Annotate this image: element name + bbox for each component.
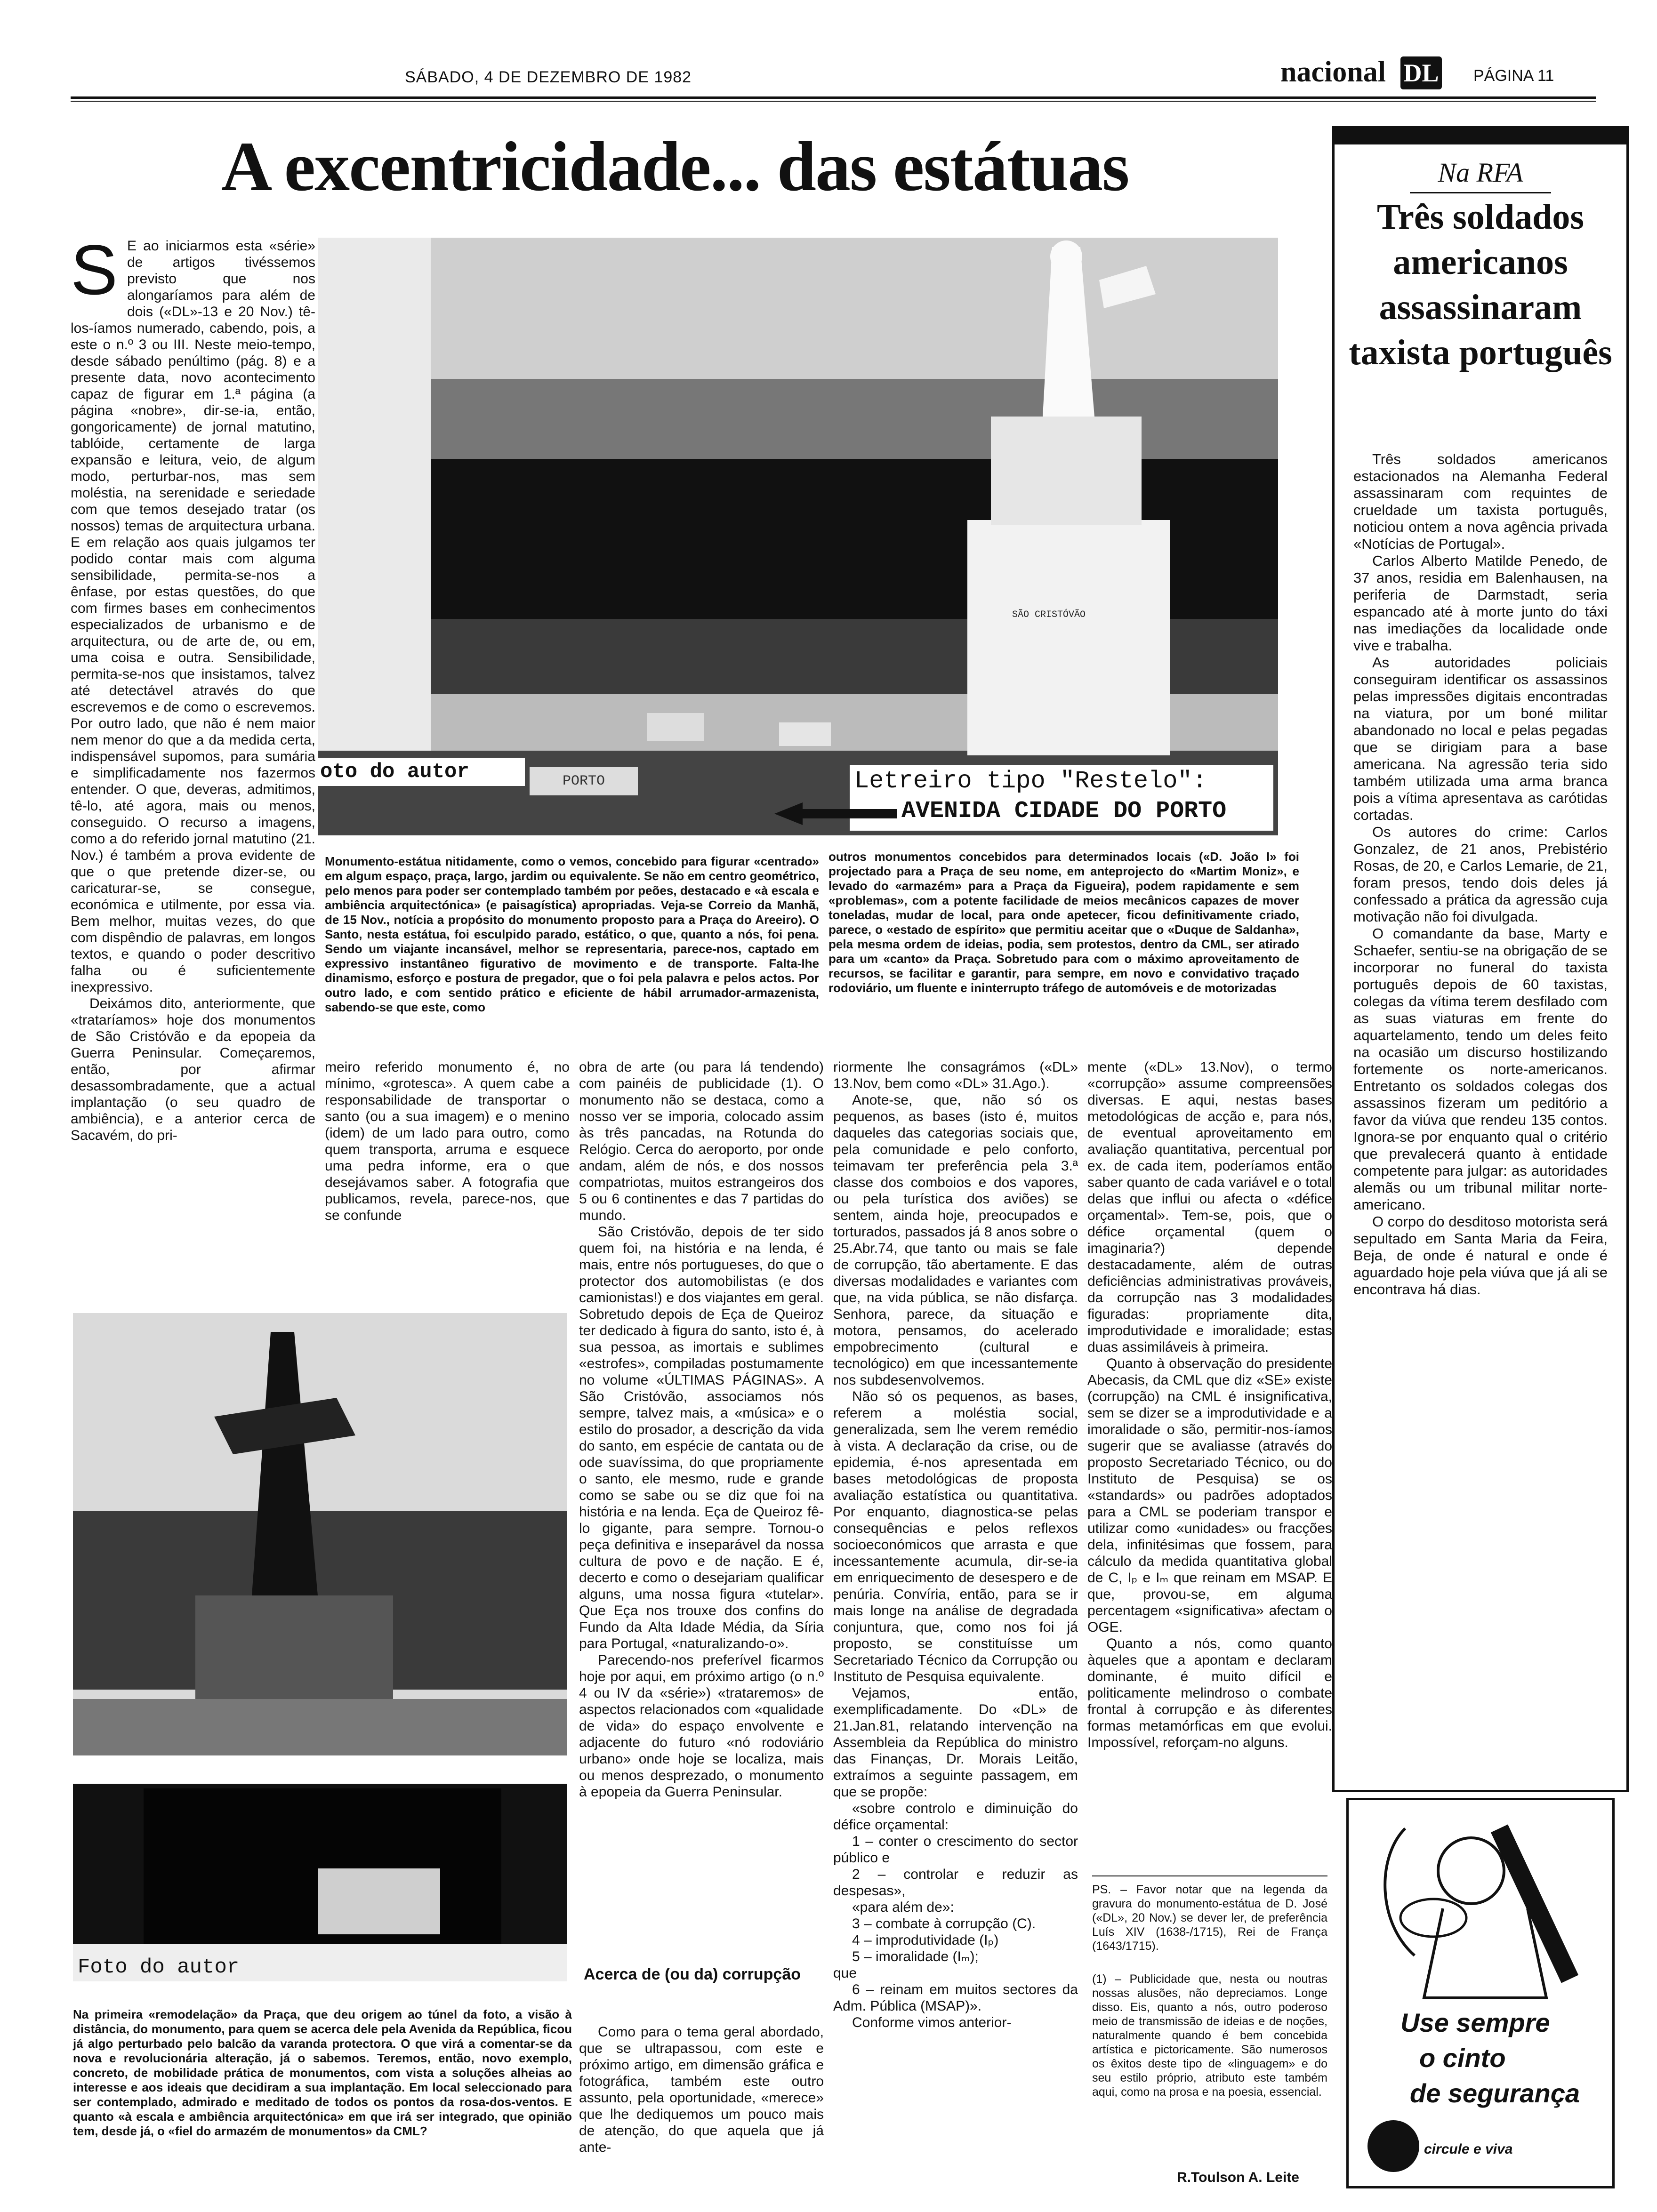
column-4-paragraph-3: Não só os pequenos, as bases, referem a moléstia social, generalizada, sem lhe verem remédio à vista. A declaração da crise, ou de epidemia, é-nos apresentada em bases metodológicas de proposta avaliação estatística ou quantitativa. Por enquanto, diagnostica-se pelas consequências e pelos reflexos socioeconómicos que arrasta e que incessantemente acumula, dir-se-ia em enriquecimento de desespero e de penúria. Convíria, então, para se ir mais longe na análise de degradada conjuntura, que, como nos foi já proposto, se constituísse um Secretariado Técnico da Corrupção ou Instituto de Pesquisa equivalente. xyxy=(833,1389,1078,1684)
newspaper-logo-icon: DL xyxy=(1400,56,1442,89)
column-4 xyxy=(833,1059,1078,2193)
header-rule-thin xyxy=(71,101,1596,102)
column-3-paragraph-4: Como para o tema geral abordado, que se ultrapassou, com este e próximo artigo, em dimensão gráfica e fotográfica, também este outro assunto, pela oportunidade, «merece» que lhe dediquemos um pouco mais de atenção, do que aquela que já ante- xyxy=(579,2024,824,2155)
sidebar-headline: Três soldados americanos assassinaram taxista português xyxy=(1349,197,1612,372)
column-4-list-item-4: 4 – improdutividade (Iₚ) xyxy=(852,1932,999,1948)
issue-date: SÁBADO, 4 DE DEZEMBRO DE 1982 xyxy=(405,68,692,86)
column-4-list-intro-2: «para além de»: xyxy=(852,1899,954,1915)
photo-sign-caption: Letreiro tipo "Restelo": xyxy=(854,767,1207,795)
column-4-list-intro: «sobre controlo e diminuição do défice orçamental: xyxy=(833,1801,1078,1833)
seatbelt-ad xyxy=(1346,1798,1615,2188)
column-3-paragraph-1: obra de arte (ou para lá tendendo) com painéis de publicidade (1). O monumento não se destaca, como a nosso ver se imporia, colocado assim às três pancadas, na Rotunda do Relógio. Cerca do aeroporto, por onde andam, além de nós, e dos nossos compatriotas, muitos estrangeiros dos 5 ou 6 continentes e das 7 partidas do mundo. xyxy=(579,1059,824,1223)
sidebar-paragraph-5: O comandante da base, Marty e Schaefer, sentiu-se na obrigação de se incorporar no funeral do taxista português depois de 60 taxistas, colegas da vítima terem desfilado com as suas viaturas em frente do aquartelamento, tendo um deles feito na ocasião um discurso hostilizando fortemente os norte-americanos. Entretanto os soldados colegas dos assassinos fizeram um peditório a favor da viúva que rendeu 135 contos. Ignora-se por enquanto qual o critério que prevalecerá quanto à entidade competente para julgar: as autoridades alemãs ou um tribunal militar norte-americano. xyxy=(1353,925,1608,1213)
ad-line-1: Use sempre xyxy=(1400,2008,1550,2037)
author-byline: R.Toulson A. Leite xyxy=(1177,2170,1299,2185)
column-2 xyxy=(325,1059,570,1266)
photo-1-credit: oto do autor xyxy=(320,760,469,784)
column-4-paragraph-4: Vejamos, então, exemplificadamente. Do «DL» de 21.Jan.81, relatando intervenção na Assembleia da República do ministro das Finanças, Dr. Morais Leitão, extraímos a seguinte passagem, em que se propõe: xyxy=(833,1685,1078,1800)
porto-sign: PORTO xyxy=(530,767,638,795)
subheading-corrupcao: Acerca de (ou da) corrupção xyxy=(584,1965,801,1983)
brand-logo-icon xyxy=(1367,2120,1419,2172)
sidebar-paragraph-1: Três soldados americanos estacionados na Alemanha Federal assassinaram com requintes de crueldade um taxista português, noticiou ontem a nova agência privada «Notícias de Portugal». xyxy=(1353,451,1608,552)
column-3-paragraph-2: São Cristóvão, depois de ter sido quem foi, na história e na lenda, é mais, entre nós portugueses, do que o protector dos automobilistas (e dos camionistas!) e dos viajantes em geral. Sobretudo depois de Eça de Queiroz ter dedicado à figura do santo, isto é, à sua pessoa, as imortais e sublimes «estrofes», compiladas postumamente no volume «ÚLTIMAS PÁGINAS». A São Cristóvão, associamos nós sempre, talvez mais, a «música» e o estilo do prosador, a descrição da vida do santo, em espécie de cantata ou de ode suavíssima, do que propriamente o santo, ele mesmo, rude e grande como se sabe ou se diz que foi na história e na lenda. Eça de Queiroz fê-lo gigante, para sempre. Tornou-o peça definitiva e inseparável da nossa cultura de povo e de nação. E é, decerto e como o desejariam qualificar alguns, uma nossa figura «tutelar». Que Eça nos trouxe dos confins do Fundo da Alta Idade Média, da Síria para Portugal, «naturalizando-o». xyxy=(579,1224,824,1651)
column-1-paragraph-2: Deixámos dito, anteriormente, que «trataríamos» hoje dos monumentos de São Cristóvão e da epopeia da Guerra Peninsular. Começaremos, então, por afirmar desassombradamente, que a actual implantação (o seu quadro de ambiência), e a anterior cerca de Sacavém, do pri- xyxy=(71,996,315,1143)
column-4-paragraph-1: riormente lhe consagrámos («DL» 13.Nov, bem como «DL» 31.Ago.). xyxy=(833,1059,1078,1091)
photo-sao-cristovao xyxy=(318,238,1278,835)
column-5-paragraph-2: Quanto à observação do presidente Abecasis, da CML que diz «SE» existe (corrupção) na CML é insignificativa, sem se dizer se a improdutividade e a imoralidade o são, permitir-nos-íamos sugerir que se avaliasse (através do proposto Secretariado Técnico, ou do Instituto de Pesquisa) se os «standards» ou padrões adoptados para a CML se poderiam transpor e utilizar como «unidades» ou fracções dela, infinitésimas que fossem, para cálculo da medida quantitativa global de C, Iₚ e Iₘ que reinam em MSAP. E que, provou-se, em alguma percentagem «significativa» afectam o OGE. xyxy=(1087,1356,1332,1635)
column-3 xyxy=(579,1059,824,1953)
sidebar-kicker: Na RFA xyxy=(1438,157,1523,188)
drop-cap: S xyxy=(71,230,118,309)
column-2-paragraph: meiro referido monumento é, no mínimo, «grotesca». A quem cabe a responsabilidade de transportar o santo (ou a sua imagem) e o menino (idem) de um lado para outro, como quem transporta, arruma e esquece uma pedra informe, era o que desejávamos saber. A fotografia que publicamos, revela, parece-nos, que se confunde xyxy=(325,1059,570,1223)
footnote xyxy=(1092,1972,1327,2151)
sidebar-paragraph-3: As autoridades policiais conseguiram identificar os assassinos pelas impressões digitais encontradas na viatura, por um boné militar abandonado no local e pelas pegadas que se dirigiam para a base americana. Na agressão teria sido também utilizada uma arma branca pois a vítima apresentava as carótidas cortadas. xyxy=(1353,654,1608,823)
headline: A excentricidade... das estátuas xyxy=(221,128,1129,206)
column-4-list-item-3: 3 – combate à corrupção (C). xyxy=(852,1916,1036,1931)
photo-1-caption-left: Monumento-estátua nitidamente, como o vemos, concebido para figurar «centrado» em algum espaço, praça, largo, jardim ou equivalente. Se não em centro geométrico, pelo menos para poder ser contemplado também por peões, destacado e «à escala e ambiência arquitectónica» (e paisagística) apropriadas. Veja-se Correio da Manhã, de 15 Nov., notícia a propósito do monumento proposto para a Praça do Areeiro). O Santo, nesta estátua, foi esculpido parado, estático, o que, quanto a nós, foi pena. Sendo um viajante incansável, melhor se representaria, parece-nos, captado em expressivo instantâneo figurativo de movimento e de transporte. Falta-lhe dinamismo, esforço e postura de pregador, que o foi pela palavra e pelos actos. Por outro lado, e com sentido prático e eficiente de hábil arrumador-armazenista, sabendo-se que este, como xyxy=(325,854,819,1014)
column-1 xyxy=(71,238,315,1306)
footnote-text: (1) – Publicidade que, nesta ou noutras nossas alusões, não depreciamos. Longe disso. Eis, quanto a nós, outro poderoso meio de transmissão de ideias e de noções, naturalmente quando é bem concebida artística e pictoricamente. São numerosos os êxitos deste tipo de «linguagem» e do seu estilo próprio, atributo este também aqui, como na prosa e na poesia, essencial. xyxy=(1092,1972,1327,2099)
postscript xyxy=(1092,1883,1327,1963)
ps-divider xyxy=(1092,1875,1327,1876)
sidebar-paragraph-6: O corpo do desditoso motorista será sepultado em Santa Maria da Feira, Beja, de onde é natural e onde é aguardado hoje pela viúva que já ali se encontrava há dias. xyxy=(1353,1213,1608,1298)
photo-guerra-peninsular xyxy=(73,1313,567,1981)
column-4-list-item-1: 1 – conter o crescimento do sector público e xyxy=(833,1834,1078,1866)
column-3-paragraph-3: Parecendo-nos preferível ficarmos hoje por aqui, em próximo artigo (o n.º 4 ou IV da «série») «trataremos» de aspectos relacionados com «qualidade de vida» do espaço envolvente e adjacente do futuro «nó rodoviário urbano» onde hoje se localiza, mais ou menos desprezado, o monumento à epopeia da Guerra Peninsular. xyxy=(579,1652,824,1800)
photo-2-credit: Foto do autor xyxy=(78,1956,240,1979)
page-number: PÁGINA 11 xyxy=(1473,67,1554,85)
section-name: nacional xyxy=(1280,56,1386,88)
column-4-list-item-6: 6 – reinam em muitos sectores da Adm. Pública (MSAP)». xyxy=(833,1982,1078,2014)
plaque-text: SÃO CRISTÓVÃO xyxy=(1012,609,1086,620)
header-rule xyxy=(71,96,1596,99)
column-5-paragraph-1: mente («DL» 13.Nov), o termo «corrupção» assume compreensões diversas. E aqui, nestas bases metodológicas de acção e, para nós, de eventual aproveitamento em avaliação quantitativa, percentual por ex. de cada item, poderíamos então saber quanto de cada variável e o total delas que influi ou afecta o «défice orçamental». Tem-se, pois, que o défice orçamental (quem o imaginaria?) depende destacadamente, além de outras deficiências administrativas prováveis, da corrupção nas 3 modalidades figuradas: propriamente dita, improdutividade e imoralidade; estas duas assimiláveis à primeira. xyxy=(1087,1059,1332,1355)
column-4-list-que: que xyxy=(833,1965,857,1981)
sidebar-box xyxy=(1332,126,1629,1792)
postscript-text: PS. – Favor notar que na legenda da gravura do monumento-estátua de D. José («DL», 20 Nov.) se dever ler, de preferência Luís XIV (1638-/1715), Rei de França (1643/1715). xyxy=(1092,1883,1327,1953)
sidebar-paragraph-2: Carlos Alberto Matilde Penedo, de 37 anos, residia em Balenhausen, na periferia de Darmstadt, seria espancado até à morte junto do táxi nas imediações da localidade onde vive e trabalha. xyxy=(1353,553,1608,654)
sidebar-body xyxy=(1353,451,1608,1769)
column-4-list-item-5: 5 – imoralidade (Iₘ); xyxy=(852,1949,979,1964)
column-4-paragraph-end: Conforme vimos anterior- xyxy=(852,2015,1012,2030)
column-5 xyxy=(1087,1059,1332,1859)
column-4-paragraph-2: Anote-se, que, não só os pequenos, as bases (isto é, muitos daqueles das categorias sociais que, pela comunidade e pelo conforto, teimavam ter preferência pela 3.ª classe dos comboios e dos vapores, ou pela turística dos aviões) se sentem, ainda hoje, preocupados e torturados, passados já 8 anos sobre o 25.Abr.74, que tanto ou mais se fale de corrupção, tão abertamente. E das diversas modalidades e variantes com que, na vida pública, se não disfarça. Senhora, parece, da situação e motora, pensamos, do acelerado empobrecimento (cultural e tecnológico) em que incessantemente nos subdesenvolvemos. xyxy=(833,1092,1078,1388)
photo-1-caption-right: outros monumentos concebidos para determinados locais («D. João I» foi projectado para a Praça de seu nome, em anteprojecto do «Martim Moniz», e levado do «armazém» para a Praça da Figueira), podem rapidamente e sem «problemas», com a potente facilidade de meios mecânicos capazes de mover toneladas, mudar de local, para onde apetecer, ficou definitivamente criado, parece, o «estado de espírito» que permitiu aceitar que o «Duque de Saldanha», pela mesma ordem de ideias, podia, sem protestos, dentro da CML, ser atirado para um «canto» da Praça. Sobretudo para com o máximo aproveitamento de recursos, se facilitar e garantir, para sempre, em novo e convidativo traçado rodoviário, um fluente e ininterrupto tráfego de automóveis e de motorizadas xyxy=(828,850,1299,995)
ad-line-3: de segurança xyxy=(1410,2078,1580,2108)
ad-brand: circule e viva xyxy=(1424,2141,1513,2157)
column-5-paragraph-3: Quanto a nós, como quanto àqueles que a apontam e declaram dominante, é muito difícil e politicamente melindroso o combate frontal à corrupção e às diferentes formas metamórficas em que evolui. Impossível, reforçam-no alguns. xyxy=(1087,1636,1332,1750)
sidebar-paragraph-4: Os autores do crime: Carlos Gonzalez, de 21 anos, Prebistério Rosas, de 20, e Carlos Lemarie, de 21, foram presos, tendo dois deles já confessado a prática da agressão cuja motivação não foi divulgada. xyxy=(1353,824,1608,925)
column-4-list-item-2: 2 – controlar e reduzir as despesas», xyxy=(833,1867,1078,1899)
column-1-paragraph-1: E ao iniciarmos esta «série» de artigos tivéssemos previsto que nos alongaríamos para além de dois («DL»-13 e 20 Nov.) tê-los-íamos numerado, cabendo, pois, a este o n.º 3 ou III. Neste meio-tempo, desde sábado penúltimo (pág. 8) e a presente data, novo acontecimento capaz de figurar em 1.ª página (a página «nobre», dir-se-ia, então, gongoricamente) de jornal matutino, tablóide, certamente de larga expansão e leitura, veio, de algum modo, perturbar-nos, mas sem moléstia, na serenidade e seriedade com que temos desejado tratar (os nossos) temas de arquitectura urbana. E em relação aos quais julgamos ter podido contar mais com alguma sensibilidade, permita-se-nos a ênfase, por estas questões, do que com firmes bases em conhecimentos especializados de urbanismo e de arquitectura, ou de arte de, ou em, uma coisa e outra. Sensibilidade, permita-se-nos que insistamos, talvez até detectável através do que escrevemos e de como o escrevemos. Por outro lado, que não é nem maior nem menor do que a da medida certa, indispensável supomos, para sumária e simplificadamente nos fazermos entender. O que, deveras, admitimos, tê-lo, até agora, mais ou menos, conseguido. O recurso a imagens, como a do referido jornal matutino (21. Nov.) é também a prova evidente de que o que pretende dizer-se, ou caricaturar-se, se consegue, económica e utilmente, por essa via. Bem melhor, muitas vezes, do que com dispêndio de palavras, em longos textos, e quando o poder descritivo falha ou é suficientemente inexpressivo. xyxy=(71,238,315,995)
arrow-left-icon xyxy=(774,802,897,825)
photo-2-caption: Na primeira «remodelação» da Praça, que deu origem ao túnel da foto, a visão à distância, do monumento, para quem se acerca dele pela Avenida da República, ficou já algo perturbado pelo balcão da varanda protectora. O que virá a comentar-se da nova e revolucionária alteração, já o sabemos. Teremos, então, novo exemplo, concreto, de mobilidade prática de monumentos, com vista a soluções alheias ao interesse e aos ideais que decidiram a sua implantação. Em local seleccionado para ser contemplado, admirado e meditado de todos os pontos da rosa-dos-ventos. E quanto «à escala e ambiência arquitectónica» em que irá ser integrado, que opinião tem, desde já, o «fiel do armazém de monumentos» da CML? xyxy=(73,2007,572,2138)
ad-line-2: o cinto xyxy=(1419,2043,1506,2073)
column-3-end xyxy=(579,2024,824,2193)
photo-sign-caption-line2: AVENIDA CIDADE DO PORTO xyxy=(901,798,1227,825)
